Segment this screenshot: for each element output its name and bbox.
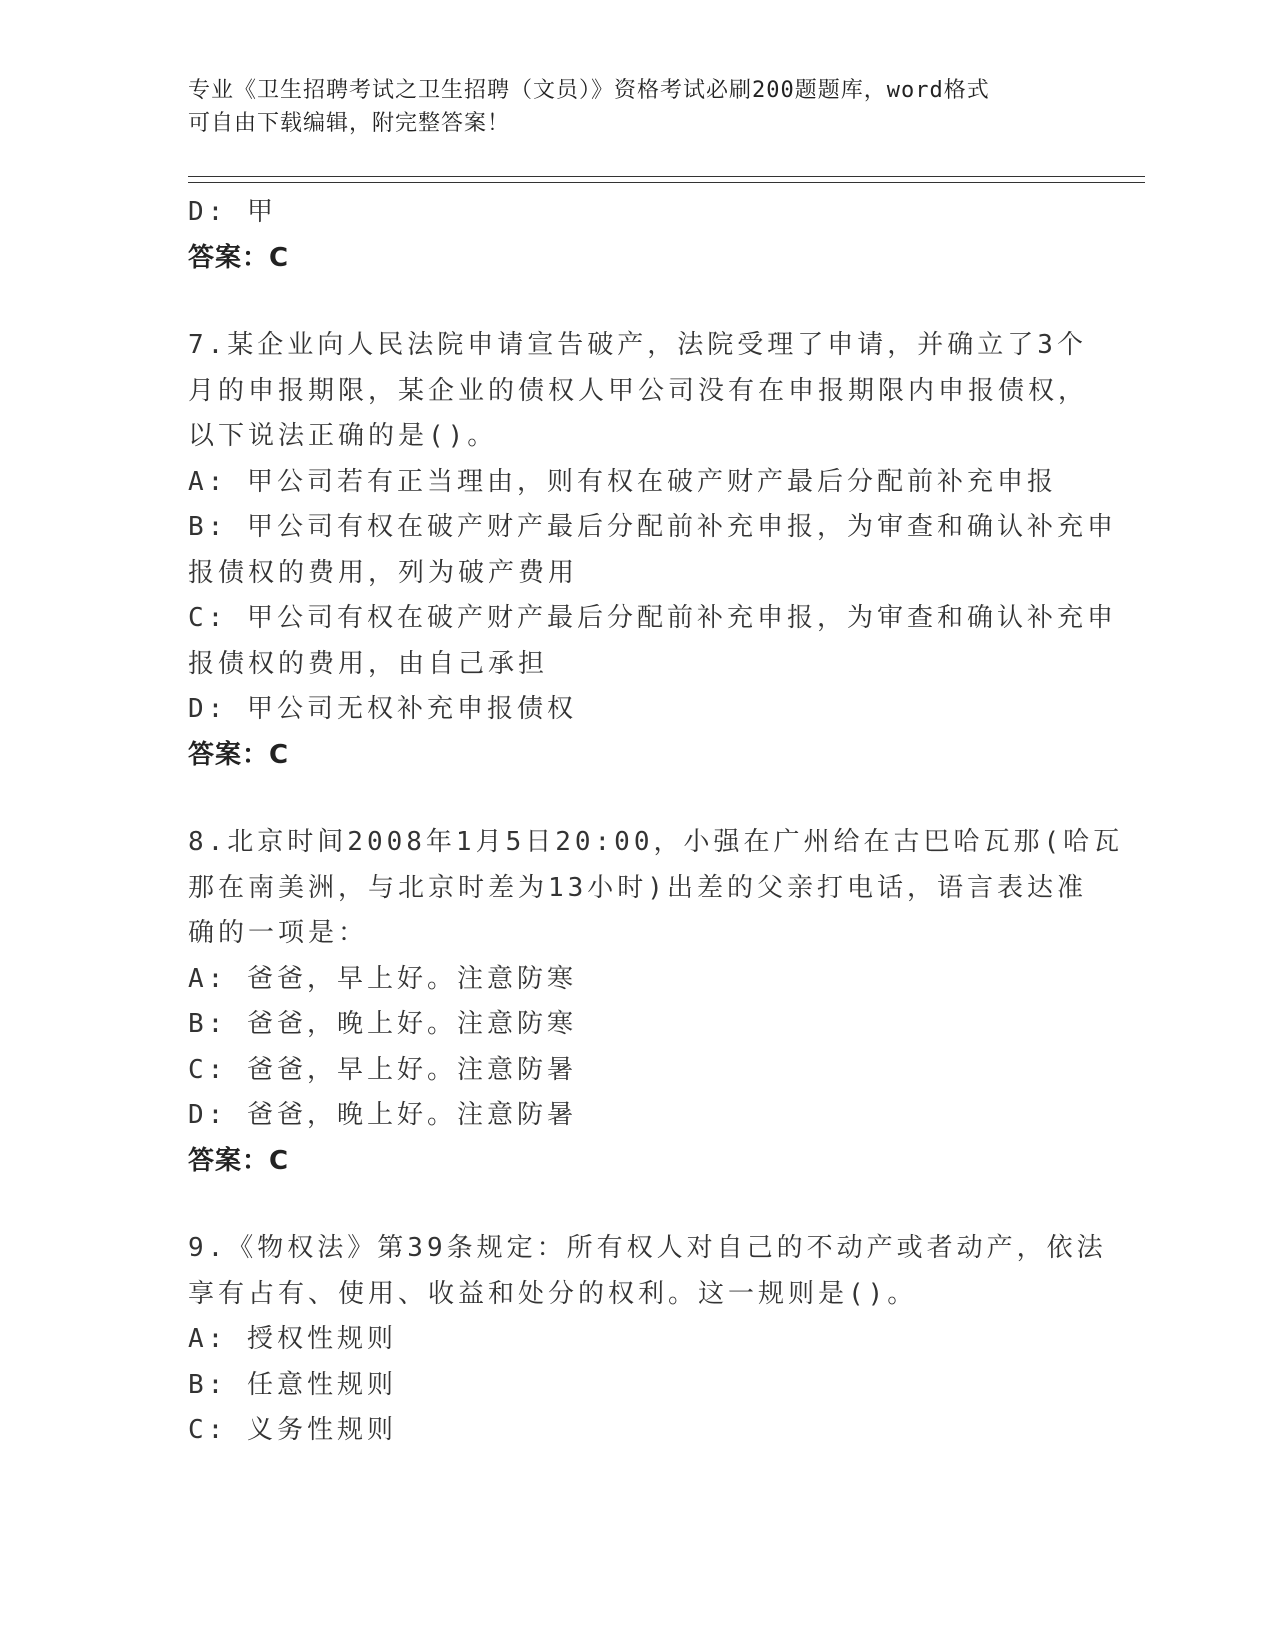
question-stem: 那在南美洲，与北京时差为13小时)出差的父亲打电话，语言表达准: [188, 872, 1087, 903]
option-b-cont: 报债权的费用，列为破产费用: [188, 557, 579, 588]
option-b: B: 甲公司有权在破产财产最后分配前补充申报，为审查和确认补充申: [188, 512, 1117, 542]
option-d: D: 甲: [188, 197, 277, 227]
option-a: A: 授权性规则: [188, 1324, 397, 1354]
question-8: [188, 820, 1124, 1184]
document-header: [188, 74, 1088, 140]
option-a: A: 甲公司若有正当理由，则有权在破产财产最后分配前补充申报: [188, 466, 1057, 497]
question-stem: 享有占有、使用、收益和处分的权利。这一规则是()。: [188, 1278, 918, 1309]
question-7: [188, 323, 1117, 778]
option-c: C: 爸爸，早上好。注意防暑: [188, 1054, 577, 1085]
answer: 答案：C: [188, 242, 290, 273]
question-stem: 8.北京时间2008年1月5日20:00，小强在广州给在古巴哈瓦那(哈瓦: [188, 827, 1124, 857]
answer: 答案：C: [188, 1145, 290, 1176]
option-d: D: 甲公司无权补充申报债权: [188, 694, 577, 724]
header-rule-top: [188, 176, 1145, 177]
question-stem: 确的一项是：: [188, 918, 369, 948]
spacer: [188, 778, 1088, 820]
header-line-2: 可自由下载编辑，附完整答案！: [188, 111, 511, 136]
header-line-1: 专业《卫生招聘考试之卫生招聘（文员）》资格考试必刷200题题库，word格式: [188, 78, 990, 103]
spacer: [188, 281, 1088, 323]
question-6-tail: [188, 190, 1088, 281]
answer: 答案：C: [188, 739, 290, 770]
question-stem: 7.某企业向人民法院申请宣告破产，法院受理了申请，并确立了3个: [188, 330, 1087, 360]
question-stem: 以下说法正确的是()。: [188, 421, 498, 451]
option-b: B: 任意性规则: [188, 1369, 397, 1400]
option-c: C: 义务性规则: [188, 1415, 397, 1445]
spacer: [188, 1184, 1088, 1226]
option-a: A: 爸爸，早上好。注意防寒: [188, 963, 577, 994]
option-c-cont: 报债权的费用，由自己承担: [188, 648, 549, 679]
question-list: [188, 190, 1124, 1454]
question-stem: 月的申报期限，某企业的债权人甲公司没有在申报期限内申报债权，: [188, 375, 1089, 406]
header-rule-bottom: [188, 182, 1145, 183]
option-c: C: 甲公司有权在破产财产最后分配前补充申报，为审查和确认补充申: [188, 603, 1117, 633]
question-stem: 9.《物权法》第39条规定：所有权人对自己的不动产或者动产，依法: [188, 1233, 1107, 1263]
question-9: [188, 1226, 1107, 1454]
option-b: B: 爸爸，晚上好。注意防寒: [188, 1009, 577, 1039]
option-d: D: 爸爸，晚上好。注意防暑: [188, 1100, 577, 1130]
